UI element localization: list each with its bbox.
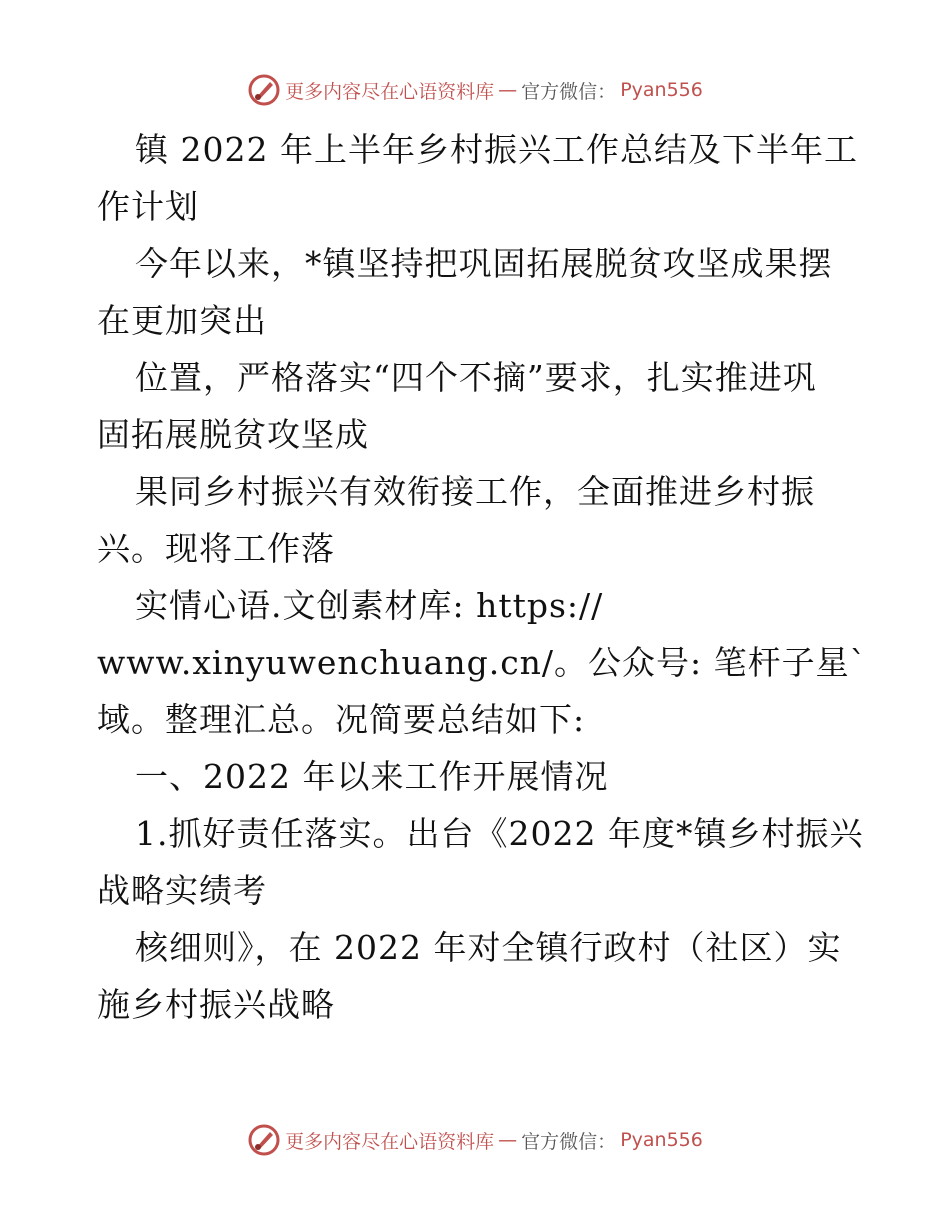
body-text-line: 域。整理汇总。况简要总结如下: <box>97 700 586 739</box>
footer-watermark <box>0 1122 950 1158</box>
body-text-line: 战略实绩考 <box>97 871 267 910</box>
brush-logo-icon <box>247 73 281 107</box>
body-text-line: 一、2022 年以来工作开展情况 <box>135 757 609 796</box>
watermark-handle: Pyan556 <box>620 79 703 101</box>
body-text-line: 1.抓好责任落实。出台《2022 年度*镇乡村振兴 <box>135 814 864 853</box>
body-text-line: 兴。现将工作落 <box>97 529 335 568</box>
watermark-text: 更多内容尽在心语资料库 <box>285 80 495 103</box>
body-text-line: 固拓展脱贫攻坚成 <box>97 415 369 454</box>
body-text-line: 核细则》，在 2022 年对全镇行政村（社区）实 <box>135 928 842 967</box>
body-text-line: www.xinyuwenchuang.cn/。公众号: 笔杆子星` <box>97 643 868 682</box>
watermark-separator: — <box>498 1129 518 1151</box>
document-body <box>97 121 897 1033</box>
body-text-line: 今年以来，*镇坚持把巩固拓展脱贫攻坚成果摆 <box>135 244 833 283</box>
body-text-line: 实情心语.文创素材库: https:// <box>135 586 604 625</box>
watermark-label: 官方微信： <box>521 1130 617 1153</box>
brush-logo-icon <box>247 1123 281 1157</box>
header-watermark <box>0 72 950 108</box>
watermark-separator: — <box>498 79 518 101</box>
body-text-line: 在更加突出 <box>97 301 267 340</box>
watermark-label: 官方微信： <box>521 80 617 103</box>
body-text-line: 位置，严格落实“四个不摘”要求，扎实推进巩 <box>135 358 817 397</box>
body-text-line: 果同乡村振兴有效衔接工作，全面推进乡村振 <box>135 472 815 511</box>
body-text-line: 作计划 <box>97 187 199 226</box>
watermark-handle: Pyan556 <box>620 1129 703 1151</box>
watermark-text: 更多内容尽在心语资料库 <box>285 1130 495 1153</box>
body-text-line: 镇 2022 年上半年乡村振兴工作总结及下半年工 <box>135 130 858 169</box>
body-text-line: 施乡村振兴战略 <box>97 985 335 1024</box>
